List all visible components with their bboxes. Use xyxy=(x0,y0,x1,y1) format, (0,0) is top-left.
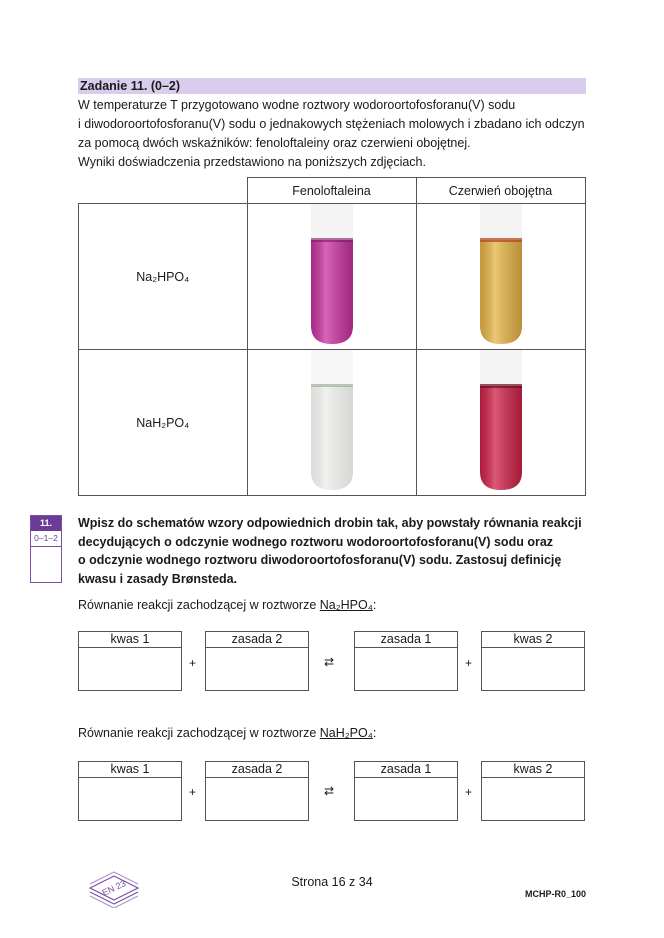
equation-label-suffix: : xyxy=(372,598,377,612)
test-tube-image xyxy=(476,350,526,492)
plus-sign: + xyxy=(189,785,197,799)
answer-box-zasada-2[interactable] xyxy=(205,631,309,691)
intro-line: Wyniki doświadczenia przedstawiono na poniższych zdjęciach. xyxy=(78,155,426,169)
box-header: zasada 1 xyxy=(355,762,457,778)
box-header: zasada 2 xyxy=(206,762,308,778)
equation-label-text: Równanie reakcji zachodzącej w roztworze xyxy=(78,598,320,612)
plus-sign: + xyxy=(189,656,197,670)
tube-cell xyxy=(247,204,416,350)
points-scale: 0–1–2 xyxy=(31,531,61,547)
equation-formula: NaH₂PO₄ xyxy=(319,726,373,740)
plus-sign: + xyxy=(465,656,473,670)
instruction-line: o odczynie wodnego roztworu diwodoroortofosforanu(V) sodu. Zastosuj definicję xyxy=(78,553,562,567)
col-header-neutral-red: Czerwień obojętna xyxy=(416,178,585,204)
answer-box-kwas-1[interactable] xyxy=(78,631,182,691)
answer-box-kwas-1[interactable] xyxy=(78,761,182,821)
score-box xyxy=(30,515,62,583)
intro-line: i diwodoroortofosforanu(V) sodu o jednakowych stężeniach molowych i zbadano ich odczyn xyxy=(78,117,585,131)
box-header: kwas 1 xyxy=(79,632,181,648)
instruction-line: Wpisz do schematów wzory odpowiednich drobin tak, aby powstały równania reakcji xyxy=(78,516,582,530)
exam-code: MCHP-R0_100 xyxy=(524,889,586,899)
page-number: Strona 16 z 34 xyxy=(291,875,373,889)
results-table xyxy=(78,177,586,496)
box-header: zasada 2 xyxy=(206,632,308,648)
col-header-phenolphthalein: Fenoloftaleina xyxy=(247,178,416,204)
equation-2-label xyxy=(78,726,376,740)
answer-box-zasada-1[interactable] xyxy=(354,761,458,821)
answer-box-kwas-2[interactable] xyxy=(481,761,585,821)
answer-box-zasada-1[interactable] xyxy=(354,631,458,691)
tube-cell xyxy=(416,350,585,496)
box-header: zasada 1 xyxy=(355,632,457,648)
task-number: 11. xyxy=(31,516,61,531)
row-label-na2hpo4: Na₂HPO₄ xyxy=(79,204,248,350)
box-header: kwas 2 xyxy=(482,632,584,648)
answer-box-kwas-2[interactable] xyxy=(481,631,585,691)
instruction-line: kwasu i zasady Brønsteda. xyxy=(78,571,238,586)
box-header: kwas 2 xyxy=(482,762,584,778)
logo-text: EN 23 xyxy=(100,878,128,898)
intro-line: za pomocą dwóch wskaźników: fenoloftaleiny oraz czerwieni obojętnej. xyxy=(78,136,471,150)
equation-formula: Na₂HPO₄ xyxy=(319,598,373,612)
equation-1-label xyxy=(78,598,376,612)
test-tube-image xyxy=(307,204,357,346)
equation-label-text: Równanie reakcji zachodzącej w roztworze xyxy=(78,726,320,740)
equation-label-suffix: : xyxy=(372,726,377,740)
instruction-line: decydujących o odczynie wodnego roztworu wodoroortofosforanu(V) sodu oraz xyxy=(78,534,554,549)
answer-box-zasada-2[interactable] xyxy=(205,761,309,821)
test-tube-image xyxy=(476,204,526,346)
test-tube-image xyxy=(307,350,357,492)
tube-cell xyxy=(416,204,585,350)
equilibrium-arrow: ⇄ xyxy=(324,655,335,669)
plus-sign: + xyxy=(465,785,473,799)
task-instruction xyxy=(78,514,590,588)
box-header: kwas 1 xyxy=(79,762,181,778)
empty-corner-cell xyxy=(79,178,248,204)
task-header: Zadanie 11. (0–2) xyxy=(78,78,586,94)
tube-cell xyxy=(247,350,416,496)
equilibrium-arrow: ⇄ xyxy=(324,784,335,798)
row-label-nah2po4: NaH₂PO₄ xyxy=(79,350,248,496)
task-intro xyxy=(78,96,588,172)
intro-line: W temperaturze T przygotowano wodne roztwory wodoroortofosforanu(V) sodu xyxy=(78,98,516,112)
